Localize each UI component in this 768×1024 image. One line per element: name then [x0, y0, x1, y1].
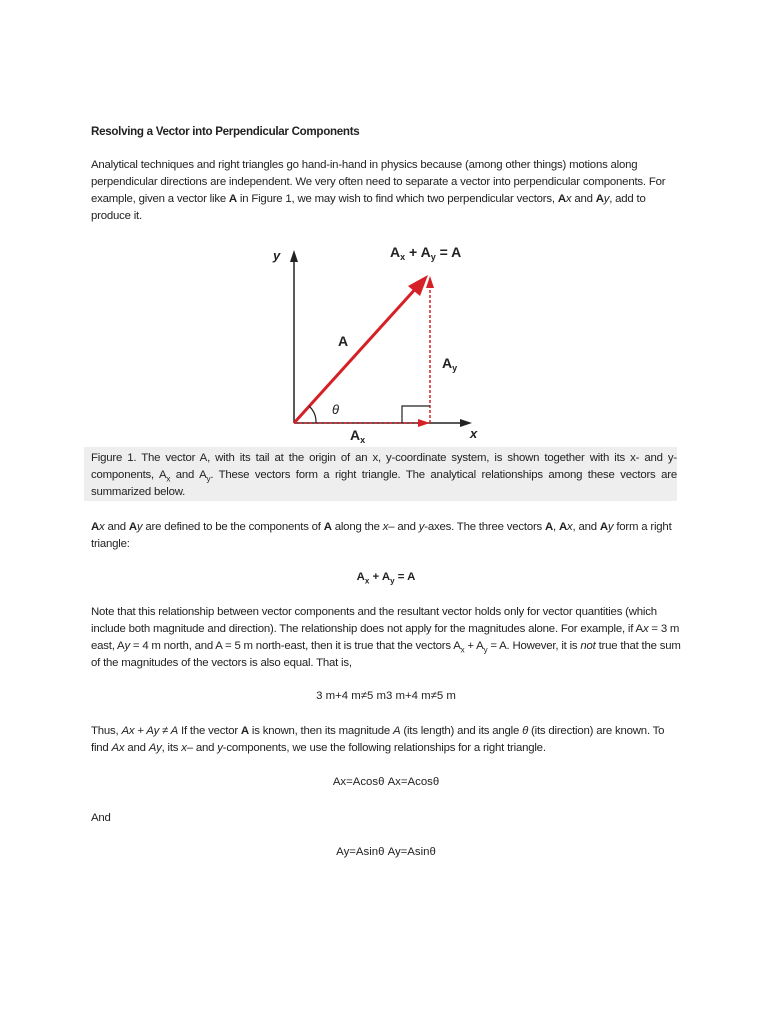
- thus-paragraph: [91, 723, 681, 757]
- p2-comma-1: ,: [553, 521, 559, 533]
- p3-text-2: = 3 m east, A: [91, 623, 680, 652]
- label-ay: $A_y$: [442, 355, 458, 373]
- p2-text-5: form a right triangle:: [91, 521, 672, 550]
- label-a: A: [338, 333, 349, 349]
- p3-sub-y: y: [483, 645, 488, 655]
- figure-caption: [91, 450, 677, 501]
- p2-ax: A: [91, 521, 100, 533]
- theta-label: θ: [332, 402, 340, 417]
- equation-2: 3 m+4 m≠5 m3 m+4 m≠5 m: [316, 690, 456, 702]
- p2-x2: x: [567, 521, 573, 533]
- p4-expr: Ax + Ay ≠ A: [121, 725, 179, 737]
- p2-text-3: – and: [388, 521, 419, 533]
- p4-text-5: (its direction) are known. To find: [91, 725, 665, 754]
- components-paragraph: [91, 519, 681, 553]
- p4-ax: Ax: [111, 742, 125, 754]
- p2-ay: A: [128, 521, 137, 533]
- right-angle-marker: [402, 406, 430, 423]
- p3-y1: y: [124, 640, 130, 652]
- p3-x1: x: [642, 623, 649, 635]
- figure-equation: $A_x + A_y = A$: [390, 244, 462, 262]
- note-paragraph: [91, 604, 681, 672]
- label-ax: $A_x$: [350, 427, 366, 443]
- intro-text-3: , add to produce it.: [91, 193, 646, 222]
- p4-a-italic: A: [393, 725, 401, 737]
- p2-ax2: A: [558, 521, 568, 533]
- equation-1: [91, 571, 681, 586]
- p2-a2: A: [545, 521, 554, 533]
- ax-arrow-icon: [418, 419, 430, 427]
- p2-x: x: [99, 521, 105, 533]
- p4-theta: θ: [522, 725, 529, 737]
- caption-sub-y: y: [206, 474, 211, 484]
- eq1-a: A: [356, 571, 365, 583]
- p4-ay: Ay: [148, 742, 162, 754]
- intro-text-1: Analytical techniques and right triangles go hand-in-hand in physics because (among other things) motions along perpendicular directions are independent. We very often need to separate a vector into perpendicular components. For example, given a vector like: [91, 159, 666, 205]
- p2-text-1: are defined to be the components of: [142, 521, 324, 533]
- p4-text-6: , its: [161, 742, 182, 754]
- p2-a: A: [323, 521, 332, 533]
- p2-and: and: [104, 521, 129, 533]
- ay-arrow-icon: [426, 276, 434, 288]
- eq1-plus: + A: [369, 571, 391, 583]
- p3-not: not: [580, 640, 596, 652]
- subscript-y: y: [603, 193, 610, 205]
- p4-text-1: Thus,: [91, 725, 122, 737]
- eq1-sub-y: y: [390, 576, 395, 586]
- intro-paragraph: [91, 157, 681, 225]
- p4-text-7: – and: [186, 742, 218, 754]
- p2-y: y: [136, 521, 143, 533]
- y-axis-label: y: [273, 248, 281, 263]
- equation-3: Ax=Acosθ Ax=Acosθ: [332, 776, 440, 788]
- eq1-result: = A: [394, 571, 416, 583]
- vector-a-bold: A: [228, 193, 237, 205]
- vector-a-line: [294, 286, 418, 423]
- p3-text-5: = A. However, it is: [487, 640, 581, 652]
- p4-a: A: [240, 725, 249, 737]
- p4-text-2: If the vector: [178, 725, 241, 737]
- p3-sub-x: x: [460, 645, 465, 655]
- vector-ay-bold: A: [595, 193, 604, 205]
- and-text: And: [91, 812, 111, 824]
- x-axis-label: x: [470, 426, 478, 441]
- caption-text-2: and A: [170, 469, 207, 481]
- y-axis-arrow-icon: [290, 250, 298, 262]
- vector-ax-bold: A: [557, 193, 566, 205]
- p2-y-axis: y: [418, 521, 425, 533]
- p2-comma-2: , and: [572, 521, 600, 533]
- p2-x-axis: x: [382, 521, 389, 533]
- p2-y2: y: [607, 521, 614, 533]
- caption-text-3: . These vectors form a right triangle. The analytical relationships among these vectors are summarized below.: [91, 469, 677, 498]
- p2-ay2: A: [599, 521, 608, 533]
- vector-diagram: [260, 238, 500, 443]
- p4-text-3: is known, then its magnitude: [248, 725, 393, 737]
- p2-text-2: along the: [331, 521, 383, 533]
- equation-4: Ay=Asinθ Ay=Asinθ: [336, 846, 436, 858]
- caption-text-1: Figure 1. The vector A, with its tail at the origin of an x, y-coordinate system, is shown together with its x- and y-components, A: [91, 452, 677, 481]
- p3-text-3: = 4 m north, and A = 5 m north-east, then it is true that the vectors A: [129, 640, 461, 652]
- p4-text-4: (its length) and its angle: [400, 725, 523, 737]
- subscript-x: x: [565, 193, 572, 205]
- p3-text-6: true that the sum of the magnitudes of the vectors is also equal. That is,: [91, 640, 681, 669]
- intro-and: and: [571, 193, 596, 205]
- theta-arc: [309, 406, 316, 423]
- p4-and: and: [124, 742, 149, 754]
- eq1-sub-x: x: [364, 576, 370, 586]
- p2-text-4: -axes. The three vectors: [424, 521, 546, 533]
- p3-text-1: Note that this relationship between vector components and the resultant vector holds only for vector quantities (which include both magnitude and direction). The relationship does not apply for the magnitudes alone. For example, if A: [91, 606, 657, 635]
- p4-text-8: -components, we use the following relationships for a right triangle.: [222, 742, 546, 754]
- section-title: Resolving a Vector into Perpendicular Components: [91, 125, 360, 138]
- p4-y: y: [217, 742, 223, 754]
- caption-sub-x: x: [166, 474, 171, 484]
- p3-text-4: + A: [464, 640, 484, 652]
- p4-x: x: [181, 742, 187, 754]
- intro-text-2: in Figure 1, we may wish to find which two perpendicular vectors,: [236, 193, 558, 205]
